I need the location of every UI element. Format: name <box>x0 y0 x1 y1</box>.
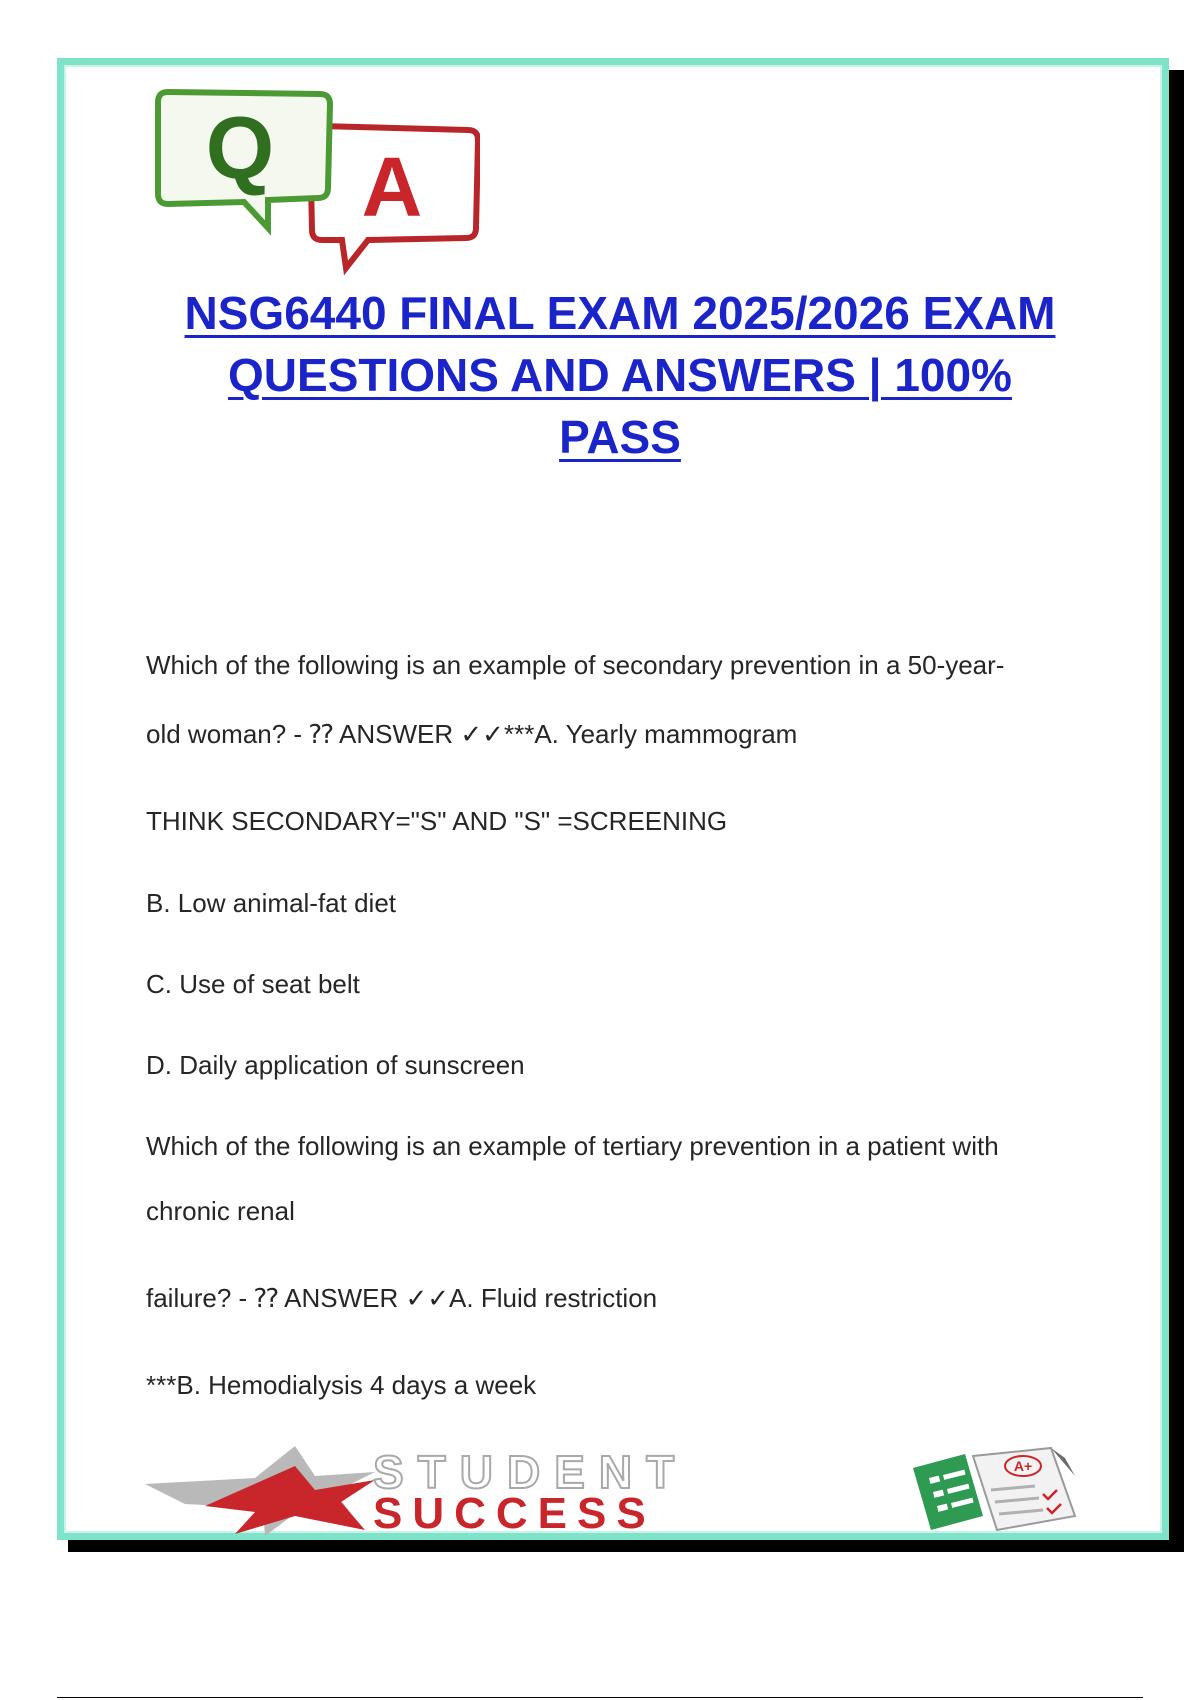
question-2-line-2: chronic renal <box>146 1196 295 1226</box>
page-bottom-rule <box>57 1697 1143 1698</box>
student-success-logo <box>145 1446 1085 1536</box>
spreadsheet-icon <box>913 1454 983 1530</box>
qa-speech-bubbles-logo <box>150 88 480 278</box>
logo-letter-a: A <box>361 140 423 234</box>
question-1-line-1: Which of the following is an example of secondary prevention in a 50-year- <box>146 650 1005 680</box>
option-c: C. Use of seat belt <box>146 969 360 999</box>
study-hint: THINK SECONDARY="S" AND "S" =SCREENING <box>146 806 728 836</box>
logo-word-success: SUCCESS <box>373 1489 656 1536</box>
title-line: PASS <box>559 411 681 463</box>
question-2-line-3: failure? - ⁇ ANSWER ✓✓A. Fluid restriction <box>146 1283 658 1313</box>
grade-badge: A+ <box>1013 1458 1033 1474</box>
page-frame <box>57 58 1169 1540</box>
option-b: B. Low animal-fat diet <box>146 888 397 918</box>
option-d: D. Daily application of sunscreen <box>146 1050 525 1080</box>
title-line: NSG6440 FINAL EXAM 2025/2026 EXAM <box>184 287 1056 339</box>
document-title <box>130 282 1110 468</box>
question-1-line-2: old woman? - ⁇ ANSWER ✓✓***A. Yearly mammogram <box>146 719 798 749</box>
option-b-answer: ***B. Hemodialysis 4 days a week <box>146 1370 537 1400</box>
graded-paper-icon <box>973 1448 1075 1530</box>
logo-letter-q: Q <box>205 98 275 197</box>
logo-word-student: STUDENT <box>373 1446 689 1498</box>
title-line: QUESTIONS AND ANSWERS | 100% <box>228 349 1012 401</box>
question-2-line-1: Which of the following is an example of tertiary prevention in a patient with <box>146 1131 999 1161</box>
